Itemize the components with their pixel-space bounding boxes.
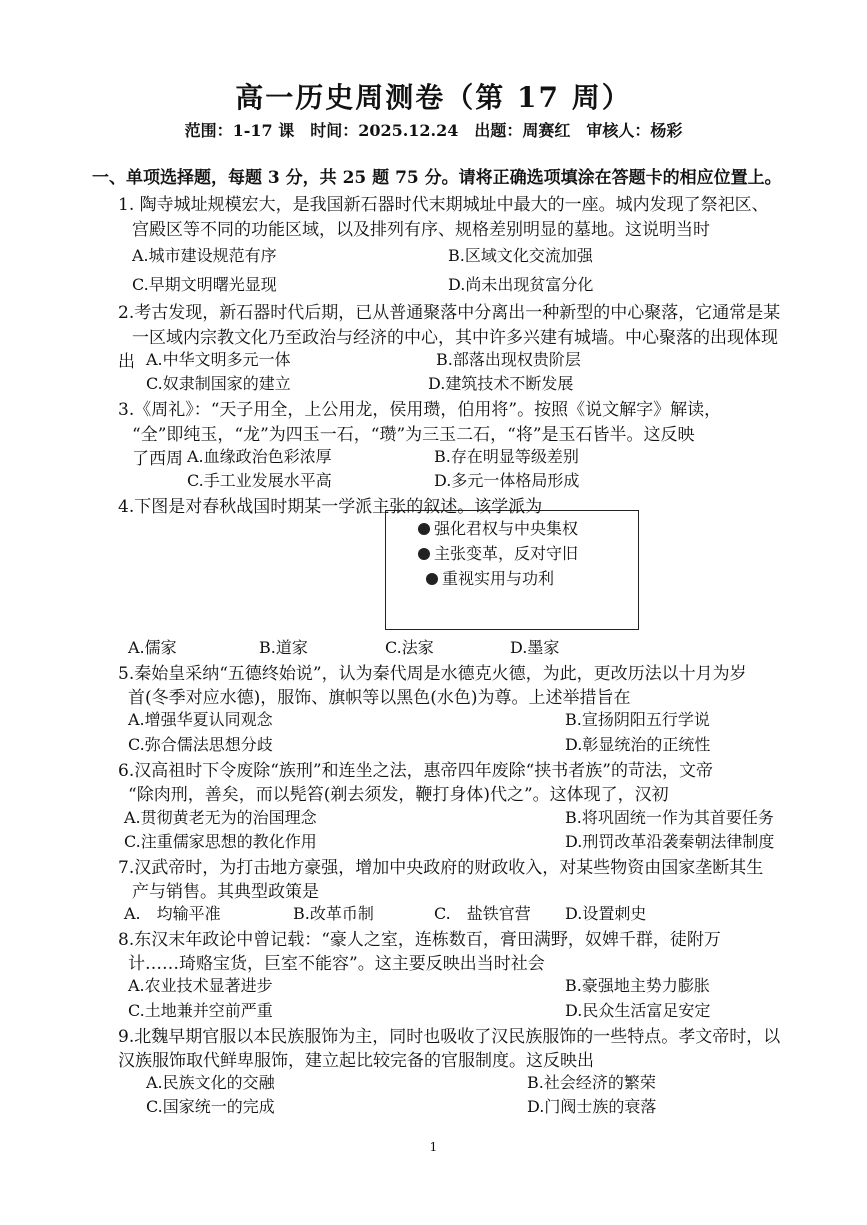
q3-option-c: C.手工业发展水平高 [187,471,332,490]
q9-line-1: 9.北魏早期官服以本民族服饰为主，同时也吸收了汉民族服饰的一些特点。孝文帝时，以 [118,1027,781,1047]
bullet-icon [418,548,430,560]
q6-line-1: 6.汉高祖时下令废除“族刑”和连坐之法，惠帝四年废除“挟书者族”的苛法，文帝 [118,761,713,781]
q3-option-b: B.存在明显等级差别 [434,447,579,466]
q5-option-c: C.弥合儒法思想分歧 [128,735,273,754]
q1-option-c: C.早期文明曙光显现 [132,275,277,294]
q7-line-2: 产与销售。其典型政策是 [132,882,319,902]
q4-line-1: 4.下图是对春秋战国时期某一学派主张的叙述。该学派为 [118,497,543,517]
q2-option-d: D.建筑技术不断发展 [428,374,574,393]
q5-line-1: 5.秦始皇采纳“五德终始说”，认为秦代周是水德克火德，为此，更改历法以十月为岁 [118,664,747,684]
q3-line-1: 3.《周礼》：“天子用全，上公用龙，侯用瓒，伯用将”。按照《说文解字》解读， [118,400,722,420]
q9-option-a: A.民族文化的交融 [146,1073,275,1092]
page-number: 1 [429,1140,438,1154]
q6-option-d: D.刑罚改革沿袭秦朝法律制度 [565,832,775,851]
q8-line-2: 计……琦赂宝货，巨室不能容”。这主要反映出当时社会 [128,954,545,974]
q4-option-b: B.道家 [259,638,308,657]
bullet-icon [426,573,438,585]
q7-option-c: C. 盐铁官营 [434,904,531,923]
q9-option-b: B.社会经济的繁荣 [527,1073,656,1092]
q1-line-2: 宫殿区等不同的功能区域，以及排列有序、规格差别明显的墓地。这说明当时 [132,220,710,240]
q4-option-a: A.儒家 [128,638,177,657]
q7-line-1: 7.汉武帝时，为打击地方豪强，增加中央政府的财政收入，对某些物资由国家垄断其生 [118,858,764,878]
q8-option-b: B.豪强地主势力膨胀 [565,976,710,995]
q6-option-b: B.将巩固统一作为其首要任务 [565,808,774,827]
q1-option-b: B.区域文化交流加强 [448,246,593,265]
q9-option-d: D.门阀士族的衰落 [527,1097,657,1116]
q6-option-a: A.贯彻黄老无为的治国理念 [124,808,317,827]
q3-line-2: “全”即纯玉，“龙”为四玉一石，“瓒”为三玉二石，“将”是玉石皆半。这反映 [132,425,695,445]
q7-option-d: D.设置刺史 [565,904,647,923]
q3-option-a: A.血缘政治色彩浓厚 [187,447,332,466]
q3-option-d: D.多元一体格局形成 [434,471,580,490]
q5-option-d: D.彰显统治的正统性 [565,735,711,754]
q8-option-c: C.土地兼并空前严重 [128,1001,273,1020]
q2-option-a: A.中华文明多元一体 [146,350,291,369]
q1-option-a: A.城市建设规范有序 [132,246,277,265]
q2-option-c: C.奴隶制国家的建立 [146,374,291,393]
q6-option-c: C.注重儒家思想的教化作用 [124,832,317,851]
q6-line-2: “除肉刑，善矣，而以髡笞(剃去须发，鞭打身体)代之”。这体现了，汉初 [128,785,669,805]
q5-option-b: B.宣扬阴阳五行学说 [565,710,710,729]
bullet-icon [418,523,430,535]
q4-option-c: C.法家 [385,638,434,657]
q7-option-a: A. 均输平准 [124,904,221,923]
q8-option-d: D.民众生活富足安定 [565,1001,711,1020]
q2-option-b: B.部落出现权贵阶层 [436,350,581,369]
q8-line-1: 8.东汉末年政论中曾记载：“豪人之室，连栋数百，膏田满野，奴婢千群，徒附万 [118,930,721,950]
q2-line-3: 出 [118,352,135,372]
section-heading: 一、单项选择题，每题 3 分，共 25 题 75 分。请将正确选项填涂在答题卡的相应位置上。 [92,168,782,188]
q5-option-a: A.增强华夏认同观念 [128,710,273,729]
q4-box-item-2: 主张变革，反对守旧 [418,541,578,564]
q2-line-2: 一区域内宗教文化乃至政治与经济的中心，其中许多兴建有城墙。中心聚落的出现体现 [132,328,778,348]
q1-line-1: 1. 陶寺城址规模宏大，是我国新石器时代末期城址中最大的一座。城内发现了祭祀区、 [118,195,769,215]
q4-box-item-3: 重视实用与功利 [426,566,554,589]
exam-meta: 范围：1-17 课 时间：2025.12.24 出题：周赛红 审核人：杨彩 [184,121,683,140]
q1-option-d: D.尚未出现贫富分化 [448,275,594,294]
q4-box-item-1: 强化君权与中央集权 [418,516,578,539]
q5-line-2: 首(冬季对应水德)，服饰、旗帜等以黑色(水色)为尊。上述举措旨在 [128,688,631,708]
q4-option-d: D.墨家 [510,638,560,657]
q2-line-1: 2.考古发现，新石器时代后期，已从普通聚落中分离出一种新型的中心聚落，它通常是某 [118,303,781,323]
page-title: 高一历史周测卷（第 17 周） [235,81,632,114]
q9-option-c: C.国家统一的完成 [146,1097,275,1116]
q9-line-2: 汉族服饰取代鲜卑服饰，建立起比较完备的官服制度。这反映出 [118,1051,594,1071]
q8-option-a: A.农业技术显著进步 [128,976,273,995]
q3-line-3: 了西周 [132,449,183,469]
q7-option-b: B.改革币制 [293,904,374,923]
